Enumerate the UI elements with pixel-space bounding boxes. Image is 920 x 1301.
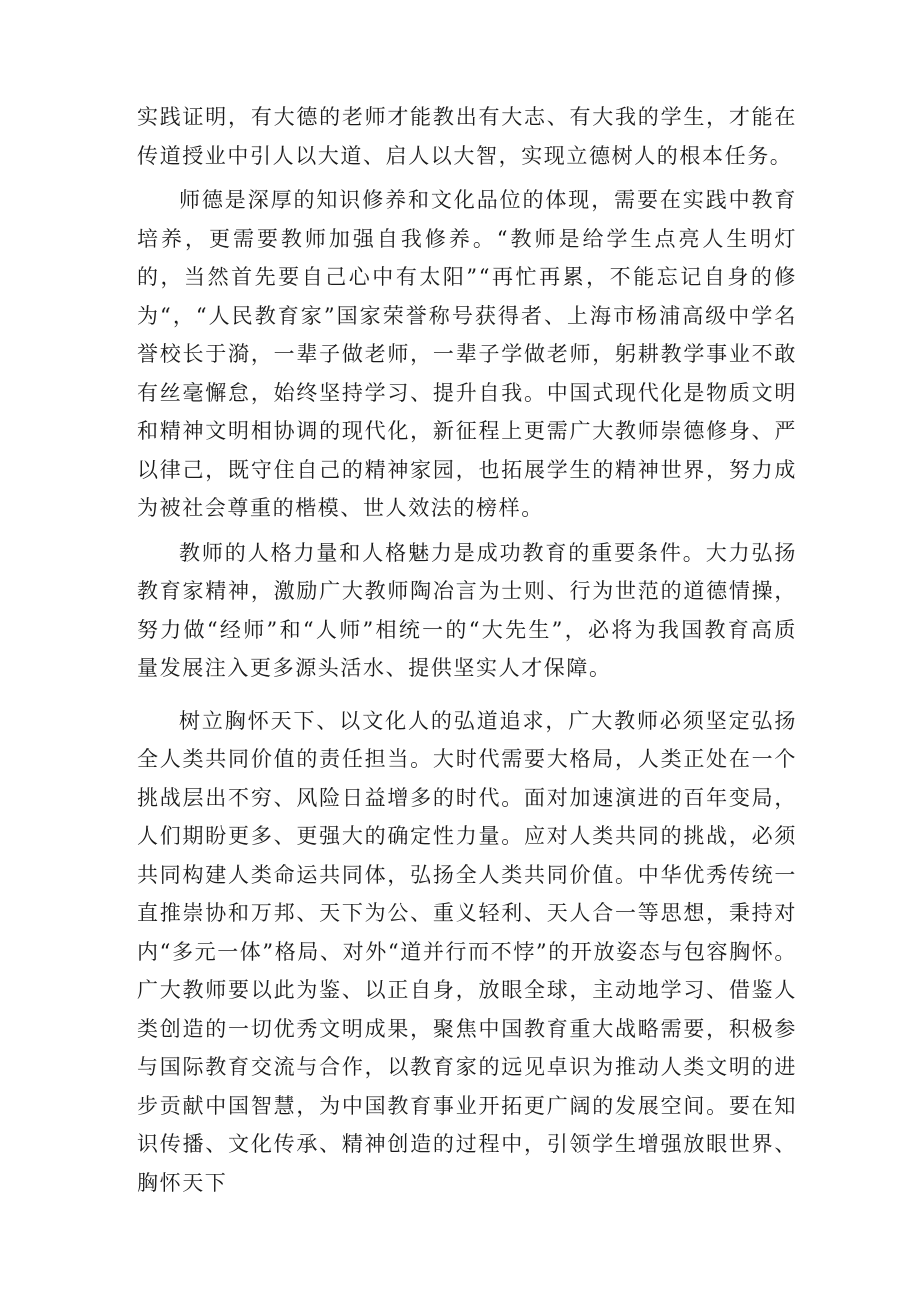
paragraph-continued: 实践证明，有大德的老师才能教出有大志、有大我的学生，才能在传道授业中引人以大道、启人以大智，实现立德树人的根本任务。 [137, 105, 797, 168]
paragraph-personality-charm: 教师的人格力量和人格魅力是成功教育的重要条件。大力弘扬教育家精神，激励广大教师陶冶言为士则、行为世范的道德情操，努力做“经师”和“人师”相统一的“大先生”，必将为我国教育高质量发展注入更多源头活水、提供坚实人才保障。 [137, 540, 797, 680]
document-body [137, 98, 797, 1202]
paragraph-global-vision: 树立胸怀天下、以文化人的弘道追求，广大教师必须坚定弘扬全人类共同价值的责任担当。大时代需要大格局，人类正处在一个挑战层出不穷、风险日益增多的时代。面对加速演进的百年变局，人们期盼更多、更强大的确定性力量。应对人类共同的挑战，必须共同构建人类命运共同体，弘扬全人类共同价值。中华优秀传统一直推崇协和万邦、天下为公、重义轻利、天人合一等思想，秉持对内“多元一体”格局、对外“道并行而不悖”的开放姿态与包容胸怀。广大教师要以此为鉴、以正自身，放眼全球，主动地学习、借鉴人类创造的一切优秀文明成果，聚焦中国教育重大战略需要，积极参与国际教育交流与合作，以教育家的远见卓识为推动人类文明的进步贡献中国智慧，为中国教育事业开拓更广阔的发展空间。要在知识传播、文化传承、精神创造的过程中，引领学生增强放眼世界、胸怀天下 [137, 708, 797, 1195]
paragraph-teacher-ethics: 师德是深厚的知识修养和文化品位的体现，需要在实践中教育培养，更需要教师加强自我修养。“教师是给学生点亮人生明灯的，当然首先要自己心中有太阳”“再忙再累，不能忘记自身的修为“，“人民教育家”国家荣誉称号获得者、上海市杨浦高级中学名誉校长于漪，一辈子做老师，一辈子学做老师，躬耕教学事业不敢有丝毫懈怠，始终坚持学习、提升自我。中国式现代化是物质文明和精神文明相协调的现代化，新征程上更需广大教师崇德修身、严以律己，既守住自己的精神家园，也拓展学生的精神世界，努力成为被社会尊重的楷模、世人效法的榜样。 [137, 188, 797, 520]
